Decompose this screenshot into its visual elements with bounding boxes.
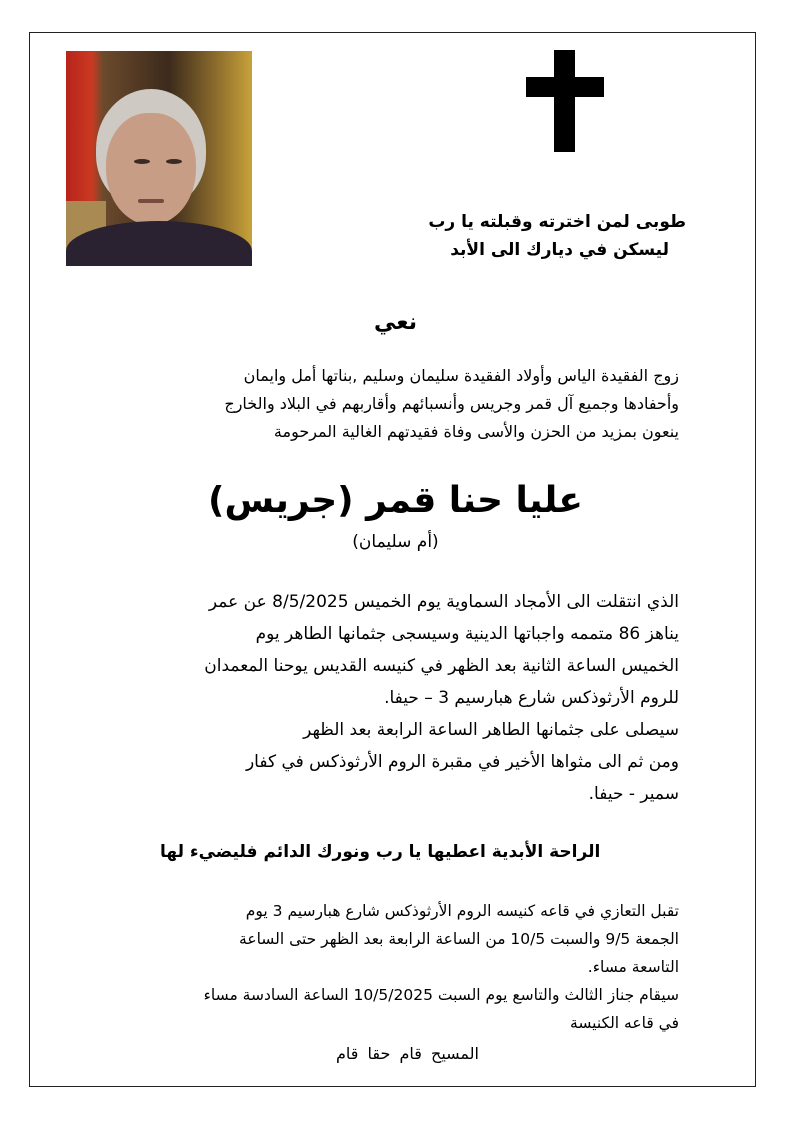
- condolence-line-3: التاسعة مساء.: [587, 958, 679, 976]
- details-line-3: الخميس الساعة الثانية بعد الظهر في كنيسه القديس يوحنا المعمدان: [204, 656, 679, 676]
- photo-eye-left: [134, 159, 150, 164]
- announcement-title: نعي: [374, 310, 417, 335]
- condolence-line-2: الجمعة 9/5 والسبت 10/5 من الساعة الرابعة بعد الظهر حتى الساعة: [239, 930, 679, 948]
- intro-line-3: ينعون بمزيد من الحزن والأسى وفاة فقيدتهم الغالية المرحومة: [273, 422, 679, 441]
- deceased-nickname: (أم سليمان): [352, 532, 439, 552]
- details-line-4: للروم الأرثوذكس شارع هبارسيم 3 – حيفا.: [384, 688, 679, 708]
- details-line-1: الذي انتقلت الى الأمجاد السماوية يوم الخميس 8/5/2025 عن عمر: [208, 592, 679, 612]
- cross-horizontal-bar: [526, 77, 604, 97]
- details-line-2: يناهز 86 متممه واجباتها الدينية وسيسجى جثمانها الطاهر يوم: [255, 624, 679, 644]
- details-line-5: سيصلى على جثمانها الطاهر الساعة الرابعة بعد الظهر: [303, 720, 679, 740]
- prayer-line: الراحة الأبدية اعطيها يا رب ونورك الدائم فليضيء لها: [160, 842, 601, 862]
- photo-face: [106, 113, 196, 225]
- photo-eye-right: [166, 159, 182, 164]
- cross-icon: [526, 50, 604, 152]
- cross-vertical-bar: [554, 50, 575, 152]
- details-line-7: سمير - حيفا.: [588, 784, 679, 804]
- verse-line-1: طوبى لمن اخترته وقبلته يا رب: [428, 212, 686, 232]
- deceased-photo: [66, 51, 252, 266]
- condolence-line-1: تقبل التعازي في قاعه كنيسه الروم الأرثوذكس شارع هبارسيم 3 يوم: [245, 902, 679, 920]
- deceased-name: عليا حنا قمر (جريس): [207, 480, 583, 521]
- closing-line: المسيح قام حقا قام: [336, 1044, 479, 1063]
- condolence-line-5: في قاعه الكنيسة: [570, 1014, 679, 1032]
- intro-line-2: وأحفادها وجميع آل قمر وجريس وأنسبائهم وأقاربهم في البلاد والخارج: [224, 394, 679, 413]
- condolence-line-4: سيقام جناز الثالث والتاسع يوم السبت 10/5/2025 الساعة السادسة مساء: [203, 986, 679, 1004]
- details-line-6: ومن ثم الى مثواها الأخير في مقبرة الروم الأرثوذكس في كفار: [245, 752, 679, 772]
- verse-line-2: ليسكن في ديارك الى الأبد: [450, 240, 669, 260]
- intro-line-1: زوج الفقيدة الياس وأولاد الفقيدة سليمان وسليم ,بناتها أمل وايمان: [243, 366, 679, 385]
- photo-mouth: [138, 199, 164, 203]
